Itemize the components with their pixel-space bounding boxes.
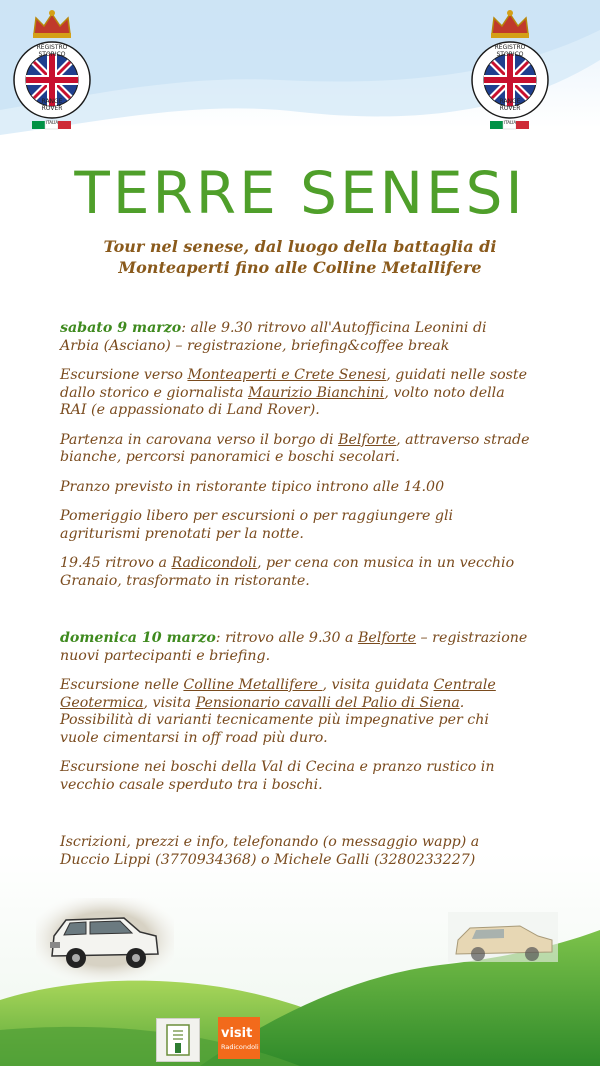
sunday-intro	[60, 630, 530, 665]
saturday-afternoon: Pomeriggio libero per escursioni o per raggiungere gli agriturismi prenotati per la notte.	[60, 508, 454, 542]
logo-right-ring-top: REGISTRO STORICO	[494, 44, 526, 58]
registro-storico-logo-left	[6, 4, 98, 132]
text: 19.45 ritrovo a	[60, 555, 172, 571]
text: Escursione verso	[60, 367, 188, 383]
page-title: TERRE SENESI	[74, 159, 526, 227]
range-rover-photo	[36, 898, 174, 980]
logo-right-ring-bottom: RANGE ROVER	[499, 98, 521, 112]
sunday-excursion	[60, 677, 530, 747]
text: . Possibilità di varianti tecnicamente più impegnative per chi vuole cimentarsi in off road più duro.	[60, 694, 489, 746]
link-colline-metallifere[interactable]: Colline Metallifere	[183, 677, 323, 693]
text: : ritrovo alle 9.30 a	[215, 630, 358, 646]
visit-radicondoli-badge[interactable]	[218, 1017, 260, 1059]
text: – registrazione nuovi partecipanti e briefing.	[60, 630, 528, 664]
link-radicondoli[interactable]: Radicondoli	[171, 555, 257, 571]
sunday-woods: Escursione nei boschi della Val di Cecina e pranzo rustico in vecchio casale sperduto tra i boschi.	[60, 759, 495, 793]
logo-left-ring-bottom: RANGE ROVER	[41, 98, 63, 112]
program-content	[60, 320, 530, 881]
contacts-info: Iscrizioni, prezzi e info, telefonando (o messaggio wapp) a Duccio Lippi (3770934368) o Michele Galli (3280233227)	[60, 834, 480, 868]
text: , volto noto della RAI (e appassionato di Land Rover).	[60, 384, 505, 418]
saturday-dinner	[60, 555, 530, 590]
link-maurizio-bianchini[interactable]: Maurizio Bianchini	[247, 384, 385, 401]
crown-icon	[33, 10, 71, 38]
saturday-excursion	[60, 367, 530, 420]
link-centrale-geotermica[interactable]: Centrale Geotermica	[60, 677, 496, 711]
saturday-departure	[60, 432, 530, 467]
link-belforte-sunday[interactable]: Belforte	[358, 630, 417, 646]
saturday-day-label: sabato 9 marzo	[60, 320, 182, 336]
text: , guidati nelle soste dallo storico e giornalista	[60, 367, 528, 401]
text: , per cena con musica in un vecchio Granaio, trasformato in ristorante.	[60, 555, 515, 589]
crown-icon	[491, 10, 529, 38]
logo-left-ring-top: REGISTRO STORICO	[36, 44, 68, 58]
link-monteaperti[interactable]: Monteaperti e Crete Senesi	[187, 367, 387, 383]
saturday-intro-text: : alle 9.30 ritrovo all'Autofficina Leonini di Arbia (Asciano) – registrazione, briefing&coffee break	[60, 320, 487, 354]
sponsor-emblem-icon	[157, 1019, 199, 1061]
saturday-lunch: Pranzo previsto in ristorante tipico introno alle 14.00	[60, 478, 445, 495]
link-belforte[interactable]: Belforte	[338, 431, 397, 448]
classic-car-photo	[448, 912, 558, 962]
saturday-intro	[60, 320, 530, 355]
link-pensionario-cavalli[interactable]: Pensionario cavalli del Palio di Siena	[195, 694, 460, 711]
logo-left-flag-label: ITALIA	[45, 120, 59, 125]
sponsor-badge	[156, 1018, 200, 1062]
text: , visita	[143, 694, 196, 711]
visit-word: visit	[221, 1026, 253, 1041]
visit-place: Radicondoli	[221, 1043, 259, 1051]
text: Partenza in carovana verso il borgo di	[60, 431, 339, 448]
logo-right-flag-label: ITALIA	[503, 120, 517, 125]
registro-storico-logo-right	[464, 4, 556, 132]
sunday-day-label: domenica 10 marzo	[60, 630, 216, 646]
text: Escursione nelle	[60, 677, 184, 693]
text: , attraverso strade bianche, percorsi panoramici e boschi secolari.	[60, 431, 530, 465]
page-subtitle: Tour nel senese, dal luogo della battaglia di Monteaperti fino alle Colline Metallifere	[103, 237, 497, 277]
text: , visita guidata	[322, 677, 434, 693]
